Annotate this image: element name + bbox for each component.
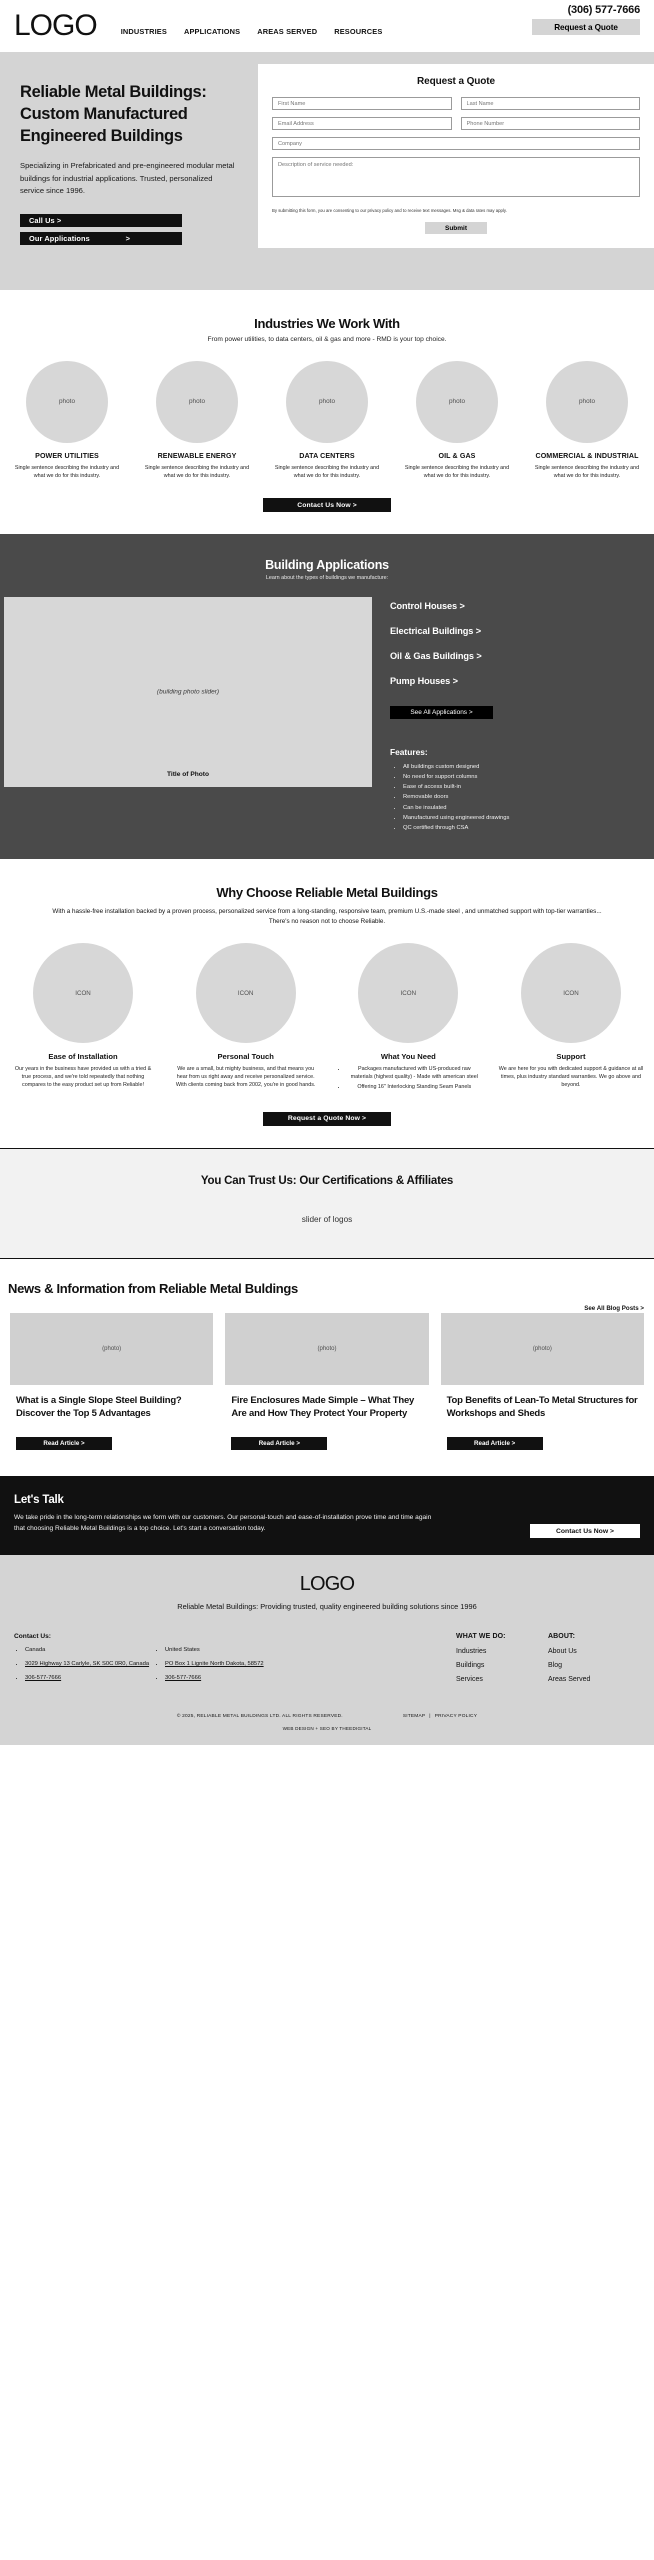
read-article-button[interactable]: Read Article >: [447, 1437, 543, 1450]
industry-name: POWER UTILITIES: [35, 451, 99, 460]
footer-contact-title: Contact Us:: [14, 1632, 51, 1640]
email-input[interactable]: [272, 117, 452, 130]
why-choose-section: [0, 859, 654, 1147]
feature-item: • All buildings custom designed: [403, 762, 654, 772]
footer-what-we-do-title: WHAT WE DO:: [456, 1632, 506, 1640]
why-icon-placeholder: ICON: [196, 943, 296, 1043]
footer-tagline: Reliable Metal Buildings: Providing trusted, quality engineered building solutions since 1996: [177, 1601, 477, 1611]
industry-photo-placeholder: photo: [26, 361, 108, 443]
why-icon-placeholder: ICON: [33, 943, 133, 1043]
industry-desc: Single sentence describing the industry and what we do for this industry.: [534, 464, 640, 479]
industries-title: Industries We Work With: [254, 315, 400, 331]
lets-talk-contact-button[interactable]: Contact Us Now >: [530, 1524, 640, 1538]
why-bullet: • Packages manufactured with US-produced raw materials (highest quality) - Made with american steel: [347, 1065, 481, 1081]
why-card-desc: We are a small, but mighty business, and that means you hear from us right away and receive personalized service. With clients coming back from 2002, you're in good hands.: [175, 1066, 316, 1089]
applications-title: Building Applications: [265, 558, 389, 573]
news-card-title: What is a Single Slope Steel Building? Discover the Top 5 Advantages: [16, 1395, 182, 1420]
footer-country-usa: • United States: [165, 1646, 314, 1655]
features-title: Features:: [390, 747, 428, 758]
industry-card[interactable]: [394, 361, 520, 480]
footer-address-usa[interactable]: [165, 1660, 314, 1669]
slider-caption: (building photo slider): [156, 688, 220, 696]
see-all-blog-posts-link[interactable]: See All Blog Posts >: [584, 1304, 644, 1312]
footer-phone-usa[interactable]: [165, 1674, 314, 1683]
why-card: [329, 943, 487, 1093]
hero-our-applications-button[interactable]: [20, 232, 182, 245]
hero-copy: [0, 82, 250, 245]
header-phone[interactable]: (306) 577-7666: [567, 4, 640, 16]
why-choose-title: Why Choose Reliable Metal Buildings: [216, 885, 438, 901]
why-card-desc: [329, 1065, 487, 1091]
hero-our-applications-label: Our Applications: [29, 233, 90, 243]
why-icon-placeholder: ICON: [358, 943, 458, 1043]
submit-button[interactable]: Submit: [425, 222, 487, 234]
first-name-input[interactable]: [272, 97, 452, 110]
why-card-title: Personal Touch: [217, 1052, 274, 1062]
lets-talk-body: We take pride in the long-term relationships we form with our customers. Our personal-touch and ease-of-installation prove time and time again that choosing Reliable Metal Buildings is a top choice. Let's start a conversation today.: [14, 1514, 432, 1532]
why-card-title: What You Need: [380, 1052, 436, 1062]
footer-address-usa-link[interactable]: PO Box 1 Lignite North Dakota, 58572: [165, 1660, 264, 1667]
footer-phone-usa-link[interactable]: 306-577-7666: [165, 1674, 202, 1681]
footer-what-we-do: [456, 1633, 548, 1690]
lets-talk-title: Let's Talk: [14, 1494, 64, 1507]
industry-card[interactable]: [524, 361, 650, 480]
feature-item: • No need for support columns: [403, 772, 654, 782]
industry-desc: Single sentence describing the industry and what we do for this industry.: [404, 464, 510, 479]
news-card: [441, 1313, 644, 1450]
industry-photo-placeholder: photo: [546, 361, 628, 443]
news-photo-placeholder: (photo): [441, 1313, 644, 1385]
site-header: [0, 0, 654, 52]
industries-grid: [0, 361, 654, 480]
news-photo-placeholder: (photo): [225, 1313, 428, 1385]
footer-phone-canada[interactable]: [25, 1674, 154, 1683]
feature-item: • QC certified through CSA: [403, 823, 654, 833]
why-card: [167, 943, 325, 1093]
industry-photo-placeholder: photo: [416, 361, 498, 443]
footer-about-title: ABOUT:: [548, 1632, 576, 1640]
industry-name: RENEWABLE ENERGY: [157, 451, 237, 460]
application-link-oil-gas-buildings[interactable]: Oil & Gas Buildings >: [390, 651, 482, 662]
hero-call-us-button[interactable]: Call Us >: [20, 214, 182, 227]
feature-item: • Removable doors: [403, 792, 654, 802]
news-section: [0, 1259, 654, 1477]
header-request-quote-button[interactable]: Request a Quote: [532, 19, 640, 35]
main-nav: [121, 17, 383, 36]
hero-buttons: [20, 214, 250, 245]
footer-contact-canada: [14, 1633, 154, 1690]
why-choose-grid: [0, 943, 654, 1093]
hero-heading: Reliable Metal Buildings: Custom Manufactured Engineered Buildings: [20, 83, 207, 145]
applications-links: [372, 597, 654, 833]
footer-contact-usa: [154, 1633, 314, 1690]
footer-link-about-us[interactable]: About Us: [548, 1647, 577, 1655]
description-textarea[interactable]: [272, 157, 640, 197]
form-disclaimer: By submitting this form, you are consenting to our privacy policy and to receive text messages. Msg & data rates may apply.: [272, 208, 507, 213]
phone-input[interactable]: [461, 117, 641, 130]
industry-card[interactable]: [4, 361, 130, 480]
industry-desc: Single sentence describing the industry and what we do for this industry.: [274, 464, 380, 479]
industry-card[interactable]: [134, 361, 260, 480]
building-photo-slider[interactable]: [4, 597, 372, 787]
footer-logo[interactable]: LOGO: [299, 1572, 355, 1595]
industries-contact-button[interactable]: Contact Us Now >: [263, 498, 391, 512]
industry-name: OIL & GAS: [438, 451, 476, 460]
why-icon-placeholder: ICON: [521, 943, 621, 1043]
why-card: [4, 943, 162, 1093]
chevron-right-icon: >: [125, 233, 130, 243]
why-request-quote-button[interactable]: Request a Quote Now >: [263, 1112, 391, 1126]
why-bullet: • Offering 16" Interlocking Standing Seam Panels: [347, 1083, 481, 1091]
industry-name: COMMERCIAL & INDUSTRIAL: [535, 451, 639, 460]
read-article-button[interactable]: Read Article >: [16, 1437, 112, 1450]
application-link-control-houses[interactable]: Control Houses >: [390, 601, 465, 612]
footer-copyright: © 2025, RELIABLE METAL BUILDINGS LTD. ALL RIGHTS RESERVED.: [176, 1713, 343, 1719]
nav-item-resources[interactable]: RESOURCES: [334, 26, 383, 36]
news-card-title: Top Benefits of Lean-To Metal Structures for Workshops and Sheds: [446, 1395, 638, 1420]
applications-section: [0, 534, 654, 859]
certifications-title: You Can Trust Us: Our Certifications & Affiliates: [200, 1174, 454, 1187]
hero-section: [0, 52, 654, 290]
industry-name: DATA CENTERS: [299, 451, 355, 460]
footer-spacer: [314, 1633, 456, 1690]
industry-desc: Single sentence describing the industry and what we do for this industry.: [144, 464, 250, 479]
news-card: [10, 1313, 213, 1450]
feature-item: • Manufactured using engineered drawings: [403, 813, 654, 823]
why-card-title: Ease of Installation: [48, 1052, 118, 1062]
news-title: News & Information from Reliable Metal Buldings: [8, 1280, 298, 1296]
footer-credit: WEB DESIGN + SEO BY THEEDIGITAL: [282, 1725, 372, 1731]
site-footer: [0, 1555, 654, 1745]
industry-photo-placeholder: photo: [286, 361, 368, 443]
footer-legal-divider: |: [429, 1713, 431, 1719]
footer-privacy-link[interactable]: PRIVACY POLICY: [434, 1713, 478, 1719]
industries-section: [0, 290, 654, 534]
footer-country-canada: • Canada: [25, 1646, 154, 1655]
site-logo[interactable]: LOGO: [14, 9, 97, 42]
footer-about: [548, 1633, 640, 1690]
why-card-title: Support: [556, 1052, 586, 1062]
quote-form-title: Request a Quote: [417, 76, 495, 87]
footer-link-buildings[interactable]: Buildings: [456, 1661, 485, 1669]
industry-desc: Single sentence describing the industry and what we do for this industry.: [14, 464, 120, 479]
why-card-desc: We are here for you with dedicated support & guidance at all times, plus industry standard warranties. We go above and beyond.: [498, 1066, 644, 1089]
application-link-electrical-buildings[interactable]: Electrical Buildings >: [390, 626, 481, 637]
last-name-input[interactable]: [461, 97, 641, 110]
why-card-desc: Our years in the business have provided us with a tried & true process, and we're told repeatedly that nothing compares to the easy product set up from Reliable!: [14, 1066, 152, 1089]
see-all-applications-button[interactable]: See All Applications >: [390, 706, 493, 719]
footer-link-services[interactable]: Services: [456, 1675, 483, 1683]
footer-phone-canada-link[interactable]: 306-577-7666: [25, 1674, 62, 1681]
industries-subtitle: From power utilities, to data centers, oil & gas and more - RMD is your top choice.: [207, 335, 447, 343]
footer-link-blog[interactable]: Blog: [548, 1661, 563, 1669]
lets-talk-section: [0, 1476, 654, 1555]
hero-subtext: Specializing in Prefabricated and pre-engineered modular metal buildings for industrial applications. Trusted, personalized service since 1996.: [20, 161, 235, 196]
footer-address-canada[interactable]: [25, 1660, 154, 1669]
features-list: [390, 762, 654, 833]
why-card: [492, 943, 650, 1093]
application-link-pump-houses[interactable]: Pump Houses >: [390, 676, 458, 687]
slider-photo-title: Title of Photo: [167, 771, 209, 779]
industry-photo-placeholder: photo: [156, 361, 238, 443]
news-photo-placeholder: (photo): [10, 1313, 213, 1385]
certifications-section: [0, 1148, 654, 1259]
read-article-button[interactable]: Read Article >: [231, 1437, 327, 1450]
why-choose-subtitle: With a hassle-free installation backed by a proven process, personalized service from a long-standing, responsive team, premium U.S.-made steel , and unmatched support with top-tier warranties... There's no reason not to choose Reliable.: [52, 908, 602, 926]
quote-form-card: [258, 64, 654, 248]
feature-item: • Ease of access built-in: [403, 782, 654, 792]
company-input[interactable]: [272, 137, 640, 150]
nav-item-areas-served[interactable]: AREAS SERVED: [257, 26, 318, 36]
nav-item-industries[interactable]: INDUSTRIES: [120, 26, 167, 36]
applications-subtitle: Learn about the types of buildings we manufacture:: [265, 575, 389, 582]
logo-slider-placeholder[interactable]: slider of logos: [301, 1214, 353, 1224]
footer-link-areas-served[interactable]: Areas Served: [548, 1675, 591, 1683]
news-card-title: Fire Enclosures Made Simple – What They Are and How They Protect Your Property: [231, 1395, 415, 1420]
footer-link-industries[interactable]: Industries: [456, 1647, 487, 1655]
news-grid: [0, 1313, 654, 1450]
nav-item-applications[interactable]: APPLICATIONS: [183, 26, 241, 36]
industry-card[interactable]: [264, 361, 390, 480]
footer-sitemap-link[interactable]: SITEMAP: [402, 1713, 426, 1719]
news-card: [225, 1313, 428, 1450]
feature-item: • Can be insulated: [403, 803, 654, 813]
footer-address-canada-link[interactable]: 3029 Highway 13 Carlyle, SK S0C 0R0, Canada: [25, 1660, 150, 1667]
